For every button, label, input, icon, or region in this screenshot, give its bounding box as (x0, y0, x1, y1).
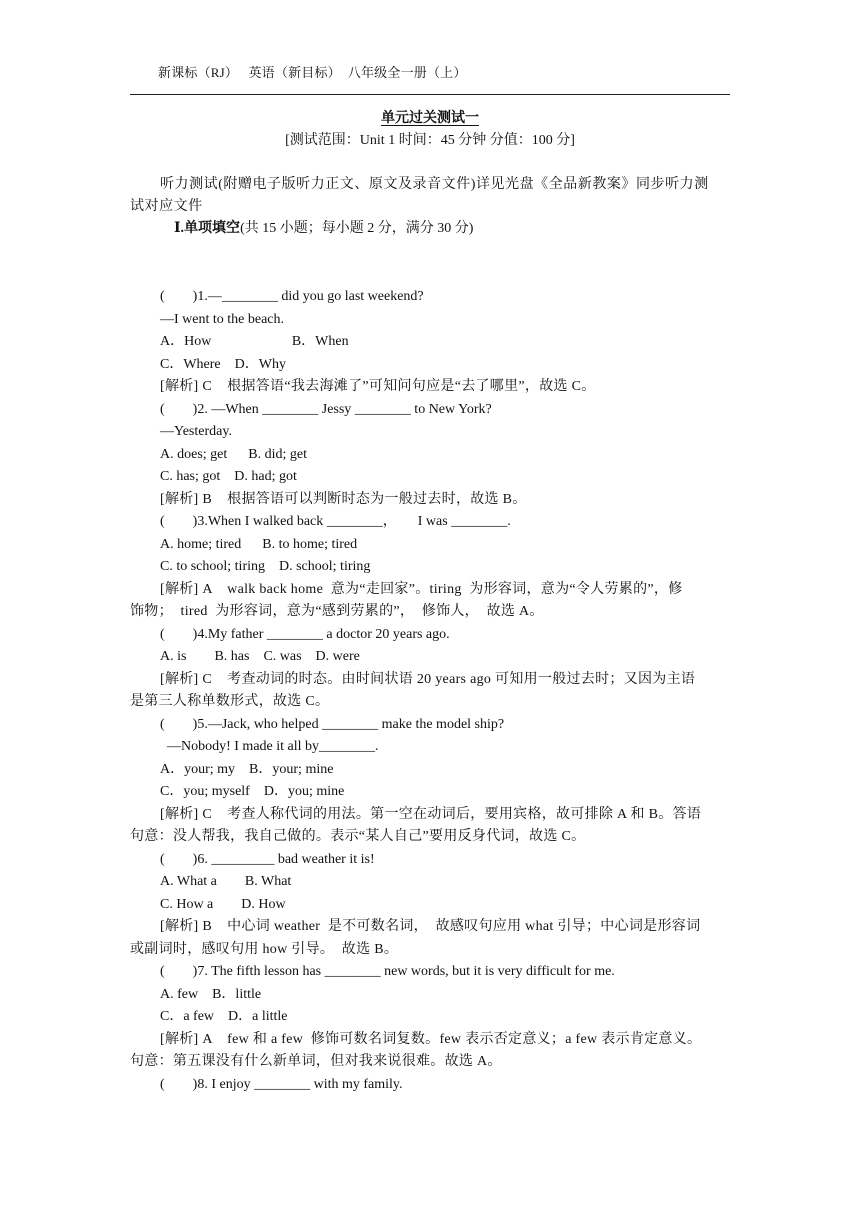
question-line: A. does; get B. did; get (160, 447, 307, 462)
answer-explanation: [解析] C 根据答语“我去海滩了”可知问句应是“去了哪里”，故选 C。 (160, 379, 596, 394)
page-title-text: 单元过关测试一 (381, 111, 479, 126)
question-line: A. few B．little (160, 987, 262, 1002)
question-stem: ( )8. I enjoy ________ with my family. (160, 1077, 403, 1092)
question-line: C. How a D. How (160, 897, 286, 912)
section-heading (174, 218, 473, 240)
answer-explanation: [解析] A walk back home 意为“走回家”。tiring 为形容词，意为“令人劳累的”，修 (160, 582, 683, 597)
question-stem: ( )5.—Jack, who helped ________ make the model ship? (160, 717, 505, 732)
section-numeral: Ⅰ. (174, 221, 185, 236)
answer-explanation: [解析] C 考查人称代词的用法。第一空在动词后，要用宾格，故可排除 A 和 B。答语 (160, 807, 702, 822)
running-header: 新课标（RJ） 英语（新目标） 八年级全一册（上） (158, 65, 467, 80)
question-line: —Nobody! I made it all by________. (160, 739, 379, 754)
intro-line-1: 听力测试(附赠电子版听力正文、原文及录音文件)详见光盘《全品新教案》同步听力测 (160, 177, 709, 192)
page-title (0, 107, 860, 127)
section-title: 单项填空 (184, 221, 241, 236)
explanation-continuation: 句意：没人帮我，我自己做的。表示“某人自己”要用反身代词，故选 C。 (130, 829, 586, 844)
question-stem: ( )2. —When ________ Jessy ________ to New York? (160, 402, 492, 417)
question-stem: ( )3.When I walked back ________， I was ________. (160, 514, 511, 529)
question-line: A. home; tired B. to home; tired (160, 537, 358, 552)
question-line: C．Where D．Why (160, 357, 286, 372)
answer-explanation: [解析] A few 和 a few 修饰可数名词复数。few 表示否定意义；a few 表示肯定意义。 (160, 1032, 702, 1047)
header-divider (130, 94, 730, 95)
intro-line-2: 试对应文件 (130, 199, 203, 214)
answer-explanation: [解析] C 考查动词的时态。由时间状语 20 years ago 可知用一般过去时；又因为主语 (160, 672, 696, 687)
question-line: —I went to the beach. (160, 312, 285, 327)
question-stem: ( )1.—________ did you go last weekend? (160, 289, 424, 304)
question-line: A. What a B. What (160, 874, 292, 889)
question-line: A．your; my B．your; mine (160, 762, 334, 777)
explanation-continuation: 或副词时，感叹句用 how 引导。 故选 B。 (130, 942, 399, 957)
answer-explanation: [解析] B 根据答语可以判断时态为一般过去时，故选 B。 (160, 492, 527, 507)
explanation-continuation: 饰物； tired 为形容词，意为“感到劳累的”， 修饰人， 故选 A。 (130, 604, 544, 619)
question-line: C. has; got D. had; got (160, 469, 297, 484)
question-line: A．How B．When (160, 334, 349, 349)
question-stem: ( )6. _________ bad weather it is! (160, 852, 375, 867)
question-line: C．you; myself D．you; mine (160, 784, 345, 799)
question-stem: ( )7. The fifth lesson has ________ new words, but it is very difficult for me. (160, 964, 615, 979)
question-line: —Yesterday. (160, 424, 232, 439)
test-scope: [测试范围：Unit 1 时间：45 分钟 分值：100 分] (285, 133, 575, 148)
question-line: C. to school; tiring D. school; tiring (160, 559, 371, 574)
section-note: (共 15 小题；每小题 2 分，满分 30 分) (240, 221, 474, 236)
question-line: A. is B. has C. was D. were (160, 649, 360, 664)
question-line: C．a few D．a little (160, 1009, 288, 1024)
explanation-continuation: 是第三人称单数形式，故选 C。 (130, 694, 330, 709)
question-stem: ( )4.My father ________ a doctor 20 years ago. (160, 627, 450, 642)
answer-explanation: [解析] B 中心词 weather 是不可数名词， 故感叹句应用 what 引导；中心词是形容词 (160, 919, 701, 934)
explanation-continuation: 句意：第五课没有什么新单词，但对我来说很难。故选 A。 (130, 1054, 502, 1069)
